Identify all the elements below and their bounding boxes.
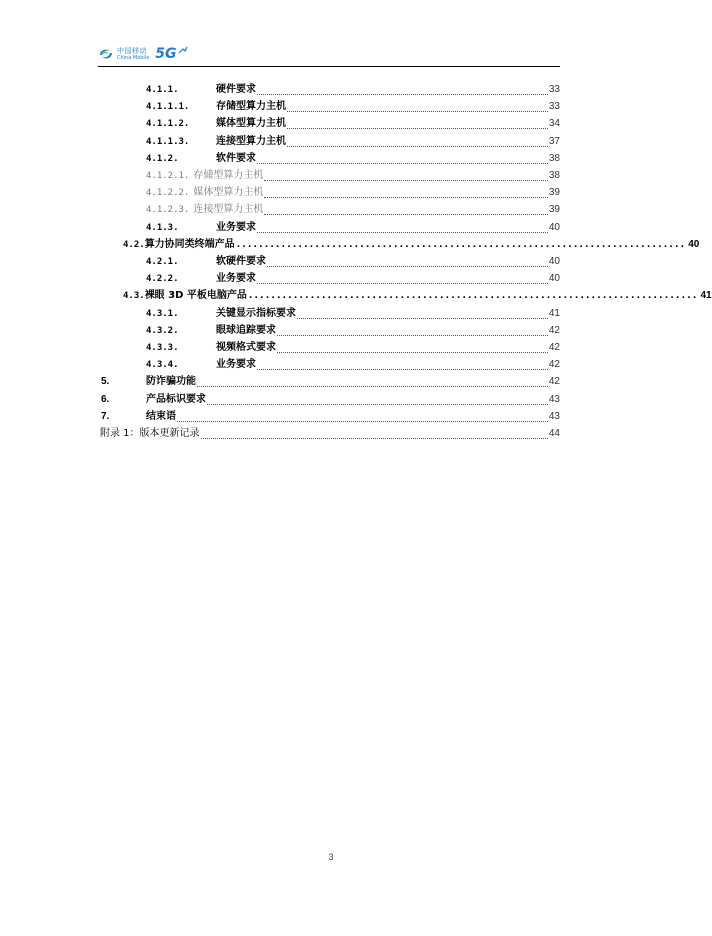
toc-entry-page: 34 xyxy=(548,118,560,130)
toc-dot-leader xyxy=(177,420,548,422)
toc-entry-title: 关键显示指标要求 xyxy=(216,307,296,319)
logo-chinese-text: 中国移动 xyxy=(117,46,147,55)
toc-entry-page: 40 xyxy=(548,221,560,233)
logo-5g: 5G xyxy=(155,46,177,62)
toc-dot-leader xyxy=(257,282,548,284)
page-header xyxy=(98,44,560,68)
toc-entry[interactable] xyxy=(146,254,560,270)
toc-entry-page: 40 xyxy=(548,273,560,285)
toc-entry-title: 算力协同类终端产品 xyxy=(144,238,235,250)
toc-entry-number: 4.1.1.1. xyxy=(146,102,190,113)
toc-entry-number: 4.2.2. xyxy=(146,274,179,285)
toc-entry[interactable] xyxy=(146,82,560,98)
toc-entry[interactable] xyxy=(101,374,560,390)
page-number: 3 xyxy=(328,852,334,862)
toc-dot-leader xyxy=(297,317,548,319)
toc-entry[interactable] xyxy=(146,185,560,201)
toc-entry-page: 39 xyxy=(548,187,560,199)
toc-entry-title: 附录 1：版本更新记录 xyxy=(100,428,200,439)
toc-dot-leader xyxy=(257,93,548,95)
toc-entry[interactable] xyxy=(146,323,560,339)
toc-entry[interactable] xyxy=(146,357,560,373)
toc-entry[interactable] xyxy=(123,288,712,304)
toc-entry[interactable] xyxy=(146,306,560,322)
toc-entry-number: 6. xyxy=(101,393,110,405)
toc-entry-title: 连接型算力主机 xyxy=(216,135,286,147)
toc-entry-title: 防诈骗功能 xyxy=(146,376,196,388)
toc-entry-number: 4.1.1.3. xyxy=(146,136,190,147)
toc-entry-number: 4.3.2. xyxy=(146,325,179,336)
toc-entry-title: 业务要求 xyxy=(216,221,256,233)
toc-entry-page: 40 xyxy=(688,238,700,250)
toc-entry[interactable] xyxy=(146,116,560,132)
toc-entry-number: 4.3.3. xyxy=(146,343,179,353)
toc-entry[interactable] xyxy=(146,99,560,115)
toc-entry-title: 媒体型算力主机 xyxy=(193,187,264,199)
toc-entry-number: 5. xyxy=(101,376,110,388)
toc-entry-page: 33 xyxy=(548,84,560,95)
toc-entry-page: 41 xyxy=(700,290,712,302)
toc-entry[interactable] xyxy=(101,392,560,408)
toc-entry-title: 软件要求 xyxy=(216,152,256,164)
toc-dot-leader: ................................................................................ xyxy=(248,291,699,302)
toc-entry-page: 44 xyxy=(548,428,560,439)
toc-entry-number: 4.2. xyxy=(123,239,145,250)
logo-english-text: China Mobile xyxy=(117,54,150,61)
toc-entry-title: 连接型算力主机 xyxy=(193,204,264,216)
toc-entry-number: 4.3.4. xyxy=(146,360,179,371)
toc-entry-page: 40 xyxy=(548,256,560,267)
toc-entry-page: 43 xyxy=(548,393,560,405)
toc-entry-title: 结束语 xyxy=(146,410,176,422)
toc-entry-page: 37 xyxy=(548,135,560,147)
toc-entry[interactable] xyxy=(101,409,560,425)
toc-entry-page: 38 xyxy=(548,152,560,164)
toc-entry-title: 视频格式要求 xyxy=(216,342,276,353)
toc-entry-title: 媒体型算力主机 xyxy=(216,118,286,130)
toc-entry-page: 38 xyxy=(548,170,560,181)
toc-entry-number: 4.3. xyxy=(123,291,145,302)
toc-entry[interactable] xyxy=(100,426,560,442)
toc-entry[interactable] xyxy=(146,168,560,184)
toc-entry-title: 业务要求 xyxy=(216,273,256,285)
toc-entry-number: 4.2.1. xyxy=(146,257,179,267)
toc-dot-leader xyxy=(197,385,548,387)
toc-dot-leader xyxy=(267,265,548,267)
toc-entry-page: 42 xyxy=(548,324,560,336)
toc-entry-number: 4.3.1. xyxy=(146,308,179,319)
toc-entry-number: 4.1.1.2. xyxy=(146,119,190,130)
toc-dot-leader xyxy=(257,162,548,164)
toc-entry[interactable] xyxy=(146,134,560,150)
toc-entry-page: 43 xyxy=(548,410,560,422)
toc-entry-title: 存储型算力主机 xyxy=(193,170,264,181)
toc-entry[interactable] xyxy=(146,340,560,356)
toc-dot-leader xyxy=(201,437,548,439)
toc-dot-leader xyxy=(277,334,548,336)
toc-entry-title: 存储型算力主机 xyxy=(216,101,286,113)
toc-entry-number: 4.1.1. xyxy=(146,85,179,95)
header-rule xyxy=(98,66,560,67)
toc-entry-page: 33 xyxy=(548,101,560,113)
toc-entry-page: 42 xyxy=(548,376,560,388)
toc-entry-number: 4.1.2.1. xyxy=(146,171,190,181)
toc-entry-title: 眼球追踪要求 xyxy=(216,324,276,336)
toc-entry-number: 4.1.2.3. xyxy=(146,205,190,216)
toc-dot-leader xyxy=(287,145,548,147)
toc-entry-title: 业务要求 xyxy=(216,359,256,371)
toc-entry-page: 39 xyxy=(548,204,560,216)
china-mobile-logo xyxy=(98,46,188,62)
toc-entry[interactable] xyxy=(146,151,560,167)
toc-entry-page: 41 xyxy=(548,307,560,319)
china-mobile-swirl-icon xyxy=(98,46,114,62)
toc-entry[interactable] xyxy=(146,220,560,236)
toc-dot-leader: ................................................................................ xyxy=(236,239,687,250)
toc-entry[interactable] xyxy=(146,271,560,287)
toc-dot-leader xyxy=(287,110,548,112)
toc-entry-title: 产品标识要求 xyxy=(146,393,206,405)
toc-entry-page: 42 xyxy=(548,342,560,353)
toc-entry-title: 软硬件要求 xyxy=(216,256,266,267)
5g-signal-icon xyxy=(178,46,188,54)
toc-dot-leader xyxy=(257,231,548,233)
toc-dot-leader xyxy=(264,196,548,198)
toc-entry-title: 硬件要求 xyxy=(216,84,256,95)
toc-entry[interactable] xyxy=(123,237,700,253)
toc-dot-leader xyxy=(264,179,548,181)
toc-dot-leader xyxy=(257,368,548,370)
toc-dot-leader xyxy=(264,213,548,215)
toc-entry[interactable] xyxy=(146,202,560,218)
toc-dot-leader xyxy=(287,127,548,129)
toc-entry-number: 7. xyxy=(101,410,110,422)
toc-entry-number: 4.1.2.2. xyxy=(146,188,190,199)
toc-entry-number: 4.1.3. xyxy=(146,222,179,233)
toc-entry-page: 42 xyxy=(548,359,560,371)
toc-dot-leader xyxy=(277,351,548,353)
toc-dot-leader xyxy=(207,403,548,405)
toc-entry-number: 4.1.2. xyxy=(146,153,179,164)
toc-entry-title: 裸眼 3D 平板电脑产品 xyxy=(144,290,247,302)
